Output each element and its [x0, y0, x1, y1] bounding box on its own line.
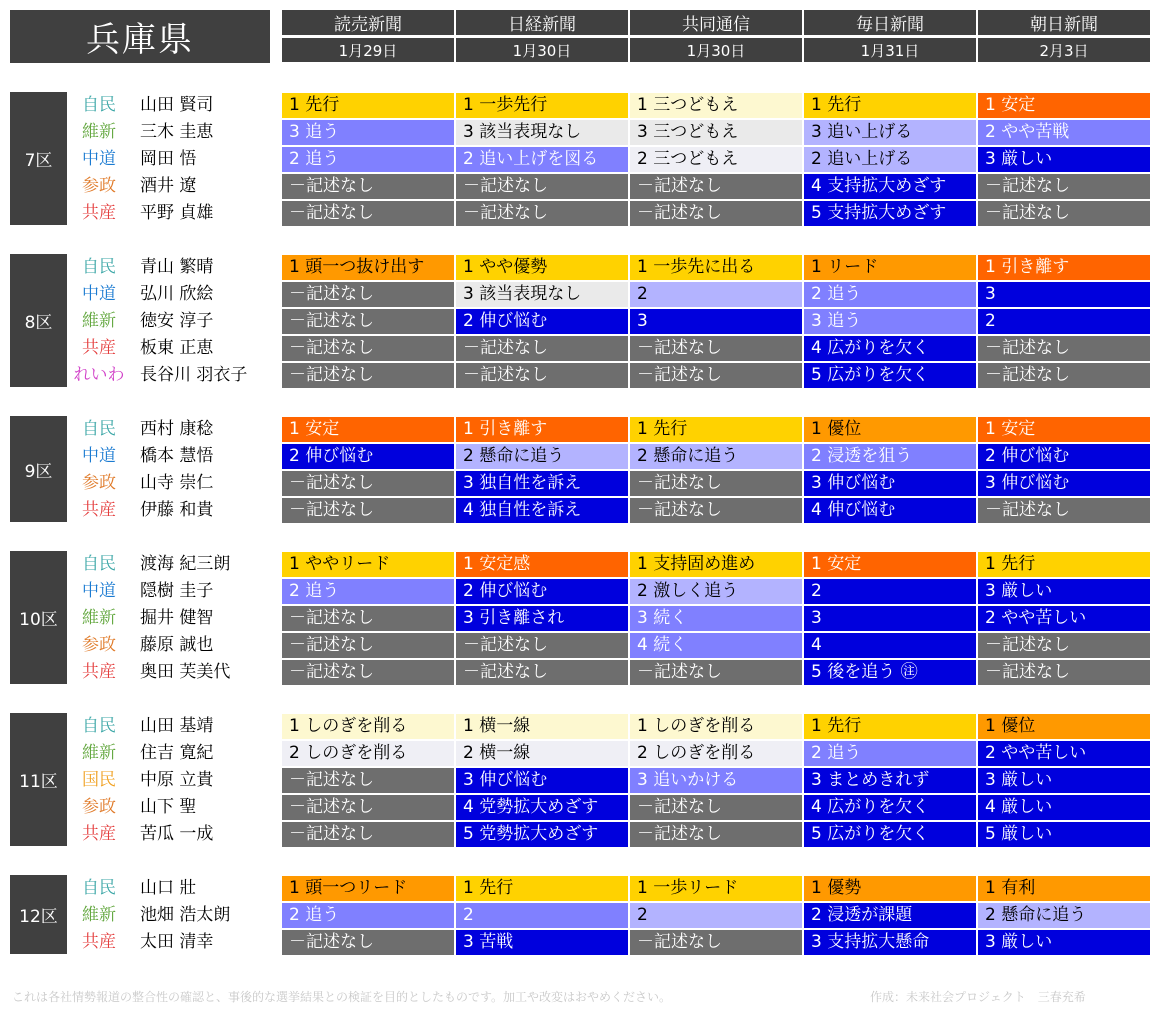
assessment-cell: －記述なし — [978, 363, 1150, 388]
survey-date: 1月29日 — [282, 38, 454, 62]
assessment-cell: 2 追う — [282, 903, 454, 928]
assessment-cell: 5 党勢拡大めざす — [456, 822, 628, 847]
assessment-cell: －記述なし — [456, 336, 628, 361]
assessment-cell: 3 苦戦 — [456, 930, 628, 955]
assessment-cell: 4 党勢拡大めざす — [456, 795, 628, 820]
party-label: 共産 — [82, 203, 116, 223]
assessment-cell: 4 続く — [630, 633, 802, 658]
assessment-cell: 3 — [804, 606, 976, 631]
assessment-cell: 3 伸び悩む — [804, 471, 976, 496]
candidate-name: 住吉 寛紀 — [140, 743, 214, 763]
assessment-cell: －記述なし — [630, 930, 802, 955]
survey-date: 1月30日 — [456, 38, 628, 62]
candidate-name: 酒井 遼 — [140, 176, 197, 196]
assessment-cell: 1 三つどもえ — [630, 93, 802, 118]
assessment-cell: －記述なし — [978, 660, 1150, 685]
assessment-cell: －記述なし — [978, 498, 1150, 523]
assessment-cell: －記述なし — [978, 174, 1150, 199]
assessment-cell: 1 頭一つリード — [282, 876, 454, 901]
candidate-name: 平野 貞雄 — [140, 203, 214, 223]
assessment-cell: 1 有利 — [978, 876, 1150, 901]
assessment-cell: 2 伸び悩む — [456, 309, 628, 334]
assessment-cell: 1 引き離す — [978, 255, 1150, 280]
assessment-cell: 2 伸び悩む — [456, 579, 628, 604]
survey-date: 1月31日 — [804, 38, 976, 62]
assessment-cell: －記述なし — [456, 174, 628, 199]
assessment-cell: 2 追い上げる — [804, 147, 976, 172]
candidate-name: 山口 壯 — [140, 878, 197, 898]
assessment-cell: 3 伸び悩む — [978, 471, 1150, 496]
party-label: 維新 — [82, 122, 116, 142]
candidate-name: 三木 圭恵 — [140, 122, 214, 142]
assessment-cell: 4 厳しい — [978, 795, 1150, 820]
assessment-cell: 2 横一線 — [456, 741, 628, 766]
district-label: 10区 — [10, 551, 67, 684]
party-label: 参政 — [82, 797, 116, 817]
assessment-cell: －記述なし — [630, 822, 802, 847]
assessment-cell: －記述なし — [630, 498, 802, 523]
assessment-cell: 1 優位 — [978, 714, 1150, 739]
assessment-cell: －記述なし — [282, 795, 454, 820]
survey-date: 2月3日 — [978, 38, 1150, 62]
assessment-cell: 3 独自性を訴え — [456, 471, 628, 496]
newspaper-name: 共同通信 — [630, 10, 802, 35]
newspaper-header — [282, 10, 454, 63]
assessment-cell: －記述なし — [282, 309, 454, 334]
assessment-cell: 5 後を追う ㊟ — [804, 660, 976, 685]
party-label: 共産 — [82, 338, 116, 358]
assessment-cell: 3 該当表現なし — [456, 120, 628, 145]
assessment-cell: 1 先行 — [282, 93, 454, 118]
party-label: 自民 — [82, 554, 116, 574]
assessment-cell: 3 追う — [804, 309, 976, 334]
assessment-cell: 1 ややリード — [282, 552, 454, 577]
assessment-cell: 2 三つどもえ — [630, 147, 802, 172]
candidate-name: 伊藤 和貴 — [140, 500, 214, 520]
assessment-cell: 1 一歩リード — [630, 876, 802, 901]
assessment-cell: 2 浸透が課題 — [804, 903, 976, 928]
candidate-name: 掘井 健智 — [140, 608, 214, 628]
assessment-cell: 1 支持固め進め — [630, 552, 802, 577]
assessment-cell: 1 安定 — [804, 552, 976, 577]
assessment-cell: 1 引き離す — [456, 417, 628, 442]
candidate-name: 青山 繁晴 — [140, 257, 214, 277]
assessment-cell: 4 支持拡大めざす — [804, 174, 976, 199]
assessment-cell: 2 追う — [804, 741, 976, 766]
assessment-cell: －記述なし — [282, 336, 454, 361]
assessment-cell: －記述なし — [456, 660, 628, 685]
assessment-cell: －記述なし — [282, 498, 454, 523]
assessment-cell: －記述なし — [282, 660, 454, 685]
assessment-cell: 1 一歩先行 — [456, 93, 628, 118]
assessment-cell: 2 — [630, 903, 802, 928]
district-label: 8区 — [10, 254, 67, 387]
party-label: 自民 — [82, 95, 116, 115]
assessment-cell: －記述なし — [282, 471, 454, 496]
assessment-cell: －記述なし — [282, 633, 454, 658]
assessment-cell: 3 引き離され — [456, 606, 628, 631]
assessment-cell: 1 しのぎを削る — [282, 714, 454, 739]
assessment-cell: 2 — [804, 579, 976, 604]
assessment-cell: －記述なし — [456, 201, 628, 226]
party-label: 参政 — [82, 635, 116, 655]
assessment-cell: 2 懸命に追う — [630, 444, 802, 469]
candidate-name: 山田 基靖 — [140, 716, 214, 736]
newspaper-header — [978, 10, 1150, 63]
candidate-name: 隠樹 圭子 — [140, 581, 214, 601]
district-label: 9区 — [10, 416, 67, 522]
district-label: 11区 — [10, 713, 67, 846]
assessment-cell: －記述なし — [630, 363, 802, 388]
candidate-name: 池畑 浩太朗 — [140, 905, 231, 925]
assessment-cell: 3 追う — [282, 120, 454, 145]
newspaper-name: 日経新聞 — [456, 10, 628, 35]
assessment-cell: －記述なし — [630, 795, 802, 820]
candidate-name: 橋本 慧悟 — [140, 446, 214, 466]
assessment-cell: 3 該当表現なし — [456, 282, 628, 307]
district-label: 7区 — [10, 92, 67, 225]
party-label: 共産 — [82, 662, 116, 682]
assessment-cell: －記述なし — [456, 633, 628, 658]
assessment-cell: －記述なし — [630, 471, 802, 496]
assessment-cell: 1 安定 — [282, 417, 454, 442]
assessment-cell: －記述なし — [630, 201, 802, 226]
assessment-cell: －記述なし — [282, 201, 454, 226]
assessment-cell: 2 やや苦しい — [978, 741, 1150, 766]
assessment-cell: 3 — [630, 309, 802, 334]
candidate-name: 苦瓜 一成 — [140, 824, 214, 844]
assessment-cell: －記述なし — [282, 363, 454, 388]
assessment-cell: 4 広がりを欠く — [804, 795, 976, 820]
assessment-cell: 3 続く — [630, 606, 802, 631]
assessment-cell: 2 — [978, 309, 1150, 334]
candidate-name: 西村 康稔 — [140, 419, 214, 439]
party-label: 中道 — [82, 284, 116, 304]
party-label: 維新 — [82, 905, 116, 925]
assessment-cell: －記述なし — [282, 768, 454, 793]
party-label: 参政 — [82, 473, 116, 493]
assessment-cell: 1 安定 — [978, 417, 1150, 442]
assessment-cell: 2 浸透を狙う — [804, 444, 976, 469]
candidate-name: 徳安 淳子 — [140, 311, 214, 331]
assessment-cell: 2 — [456, 903, 628, 928]
newspaper-name: 朝日新聞 — [978, 10, 1150, 35]
assessment-cell: 2 やや苦しい — [978, 606, 1150, 631]
footer-disclaimer: これは各社情勢報道の整合性の確認と、事後的な選挙結果との検証を目的としたものです。加工や改変はおやめください。 — [12, 990, 672, 1004]
assessment-cell: 2 伸び悩む — [282, 444, 454, 469]
assessment-cell: 1 一歩先に出る — [630, 255, 802, 280]
assessment-cell: －記述なし — [456, 363, 628, 388]
district-label: 12区 — [10, 875, 67, 954]
assessment-cell: 1 安定感 — [456, 552, 628, 577]
party-label: 維新 — [82, 743, 116, 763]
party-label: 自民 — [82, 419, 116, 439]
assessment-cell: 1 頭一つ抜け出す — [282, 255, 454, 280]
assessment-cell: 5 広がりを欠く — [804, 363, 976, 388]
newspaper-name: 読売新聞 — [282, 10, 454, 35]
candidate-name: 奥田 芙美代 — [140, 662, 231, 682]
newspaper-header — [456, 10, 628, 63]
newspaper-name: 毎日新聞 — [804, 10, 976, 35]
assessment-cell: 4 広がりを欠く — [804, 336, 976, 361]
assessment-cell: 1 先行 — [804, 714, 976, 739]
candidate-name: 岡田 悟 — [140, 149, 197, 169]
assessment-cell: 2 追い上げを図る — [456, 147, 628, 172]
assessment-cell: 3 支持拡大懸命 — [804, 930, 976, 955]
party-label: 参政 — [82, 176, 116, 196]
assessment-cell: 5 支持拡大めざす — [804, 201, 976, 226]
assessment-cell: －記述なし — [978, 633, 1150, 658]
candidate-name: 長谷川 羽衣子 — [140, 365, 248, 385]
assessment-cell: 2 追う — [804, 282, 976, 307]
assessment-cell: 3 まとめきれず — [804, 768, 976, 793]
assessment-cell: －記述なし — [282, 822, 454, 847]
assessment-cell: －記述なし — [282, 282, 454, 307]
assessment-cell: －記述なし — [282, 174, 454, 199]
candidate-name: 山田 賢司 — [140, 95, 214, 115]
footer-credit: 作成：未来社会プロジェクト 三春充希 — [870, 990, 1086, 1004]
candidate-name: 太田 清幸 — [140, 932, 214, 952]
assessment-cell: 1 横一線 — [456, 714, 628, 739]
candidate-name: 板東 正恵 — [140, 338, 214, 358]
assessment-cell: 1 リード — [804, 255, 976, 280]
assessment-cell: 2 やや苦戦 — [978, 120, 1150, 145]
assessment-cell: 3 追い上げる — [804, 120, 976, 145]
party-label: 自民 — [82, 257, 116, 277]
assessment-cell: 3 三つどもえ — [630, 120, 802, 145]
assessment-cell: 2 懸命に追う — [456, 444, 628, 469]
assessment-cell: 1 先行 — [630, 417, 802, 442]
party-label: 自民 — [82, 878, 116, 898]
assessment-cell: －記述なし — [630, 660, 802, 685]
assessment-cell: 1 優位 — [804, 417, 976, 442]
assessment-cell: 2 追う — [282, 147, 454, 172]
candidate-name: 山下 聖 — [140, 797, 197, 817]
party-label: 共産 — [82, 824, 116, 844]
candidate-name: 弘川 欣絵 — [140, 284, 214, 304]
assessment-cell: －記述なし — [630, 336, 802, 361]
party-label: 自民 — [82, 716, 116, 736]
assessment-cell: －記述なし — [282, 606, 454, 631]
party-label: 中道 — [82, 581, 116, 601]
assessment-cell: 5 厳しい — [978, 822, 1150, 847]
assessment-cell: 2 しのぎを削る — [282, 741, 454, 766]
assessment-cell: －記述なし — [282, 930, 454, 955]
party-label: 維新 — [82, 608, 116, 628]
party-label: れいわ — [73, 365, 125, 385]
party-label: 維新 — [82, 311, 116, 331]
party-label: 共産 — [82, 932, 116, 952]
candidate-name: 渡海 紀三朗 — [140, 554, 231, 574]
assessment-cell: 1 先行 — [456, 876, 628, 901]
assessment-cell: 1 優勢 — [804, 876, 976, 901]
assessment-cell: 3 厳しい — [978, 579, 1150, 604]
assessment-cell: 2 懸命に追う — [978, 903, 1150, 928]
party-label: 中道 — [82, 149, 116, 169]
assessment-cell: 4 伸び悩む — [804, 498, 976, 523]
assessment-cell: －記述なし — [978, 336, 1150, 361]
party-label: 中道 — [82, 446, 116, 466]
newspaper-header — [804, 10, 976, 63]
assessment-cell: 3 厳しい — [978, 147, 1150, 172]
assessment-cell: 3 — [978, 282, 1150, 307]
assessment-cell: 4 — [804, 633, 976, 658]
assessment-cell: －記述なし — [978, 201, 1150, 226]
assessment-cell: 1 やや優勢 — [456, 255, 628, 280]
assessment-cell: 2 追う — [282, 579, 454, 604]
assessment-cell: 2 — [630, 282, 802, 307]
assessment-cell: 2 伸び悩む — [978, 444, 1150, 469]
assessment-cell: －記述なし — [630, 174, 802, 199]
prefecture-title: 兵庫県 — [10, 10, 270, 63]
party-label: 共産 — [82, 500, 116, 520]
assessment-cell: 5 広がりを欠く — [804, 822, 976, 847]
candidate-name: 藤原 誠也 — [140, 635, 214, 655]
assessment-cell: 1 しのぎを削る — [630, 714, 802, 739]
assessment-cell: 1 先行 — [978, 552, 1150, 577]
party-label: 国民 — [82, 770, 116, 790]
assessment-cell: 3 厳しい — [978, 930, 1150, 955]
survey-date: 1月30日 — [630, 38, 802, 62]
assessment-cell: 2 激しく追う — [630, 579, 802, 604]
candidate-name: 中原 立貴 — [140, 770, 214, 790]
assessment-cell: 3 追いかける — [630, 768, 802, 793]
newspaper-header — [630, 10, 802, 63]
assessment-cell: 1 先行 — [804, 93, 976, 118]
candidate-name: 山寺 崇仁 — [140, 473, 214, 493]
assessment-cell: 4 独自性を訴え — [456, 498, 628, 523]
assessment-cell: 2 しのぎを削る — [630, 741, 802, 766]
assessment-cell: 3 伸び悩む — [456, 768, 628, 793]
assessment-cell: 1 安定 — [978, 93, 1150, 118]
assessment-cell: 3 厳しい — [978, 768, 1150, 793]
